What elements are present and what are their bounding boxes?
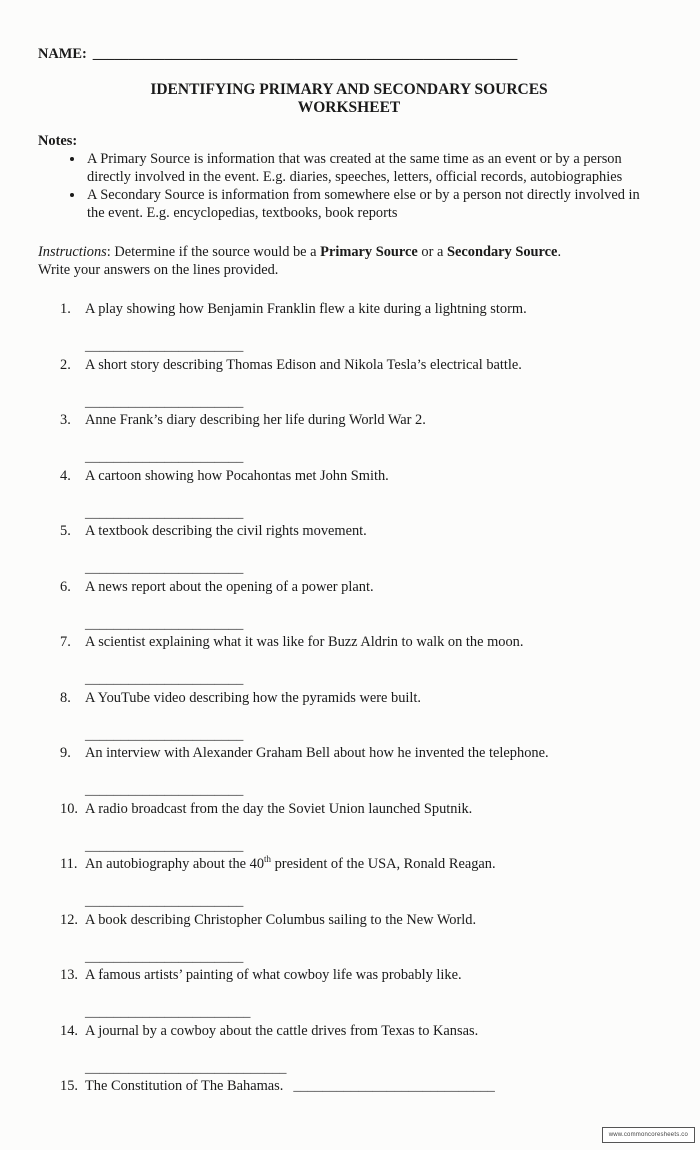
- question-number: 12.: [60, 911, 78, 928]
- answer-blank: ______________________: [85, 504, 244, 521]
- question-text: A short story describing Thomas Edison and Nikola Tesla’s electrical battle.: [85, 356, 522, 373]
- answer-blank: ____________________________: [85, 1059, 287, 1076]
- question-number: 4.: [60, 467, 71, 484]
- question-line: [60, 966, 660, 985]
- worksheet-title-line1: IDENTIFYING PRIMARY AND SECONDARY SOURCES: [150, 81, 548, 98]
- question-text: A scientist explaining what it was like for Buzz Aldrin to walk on the moon.: [85, 634, 524, 650]
- worksheet-title-line2: WORKSHEET: [297, 99, 401, 116]
- questions-list: [38, 300, 660, 1096]
- question-text: A play showing how Benjamin Franklin flew a kite during a lightning storm.: [85, 301, 527, 317]
- question-text: An autobiography about the 40th president of the USA, Ronald Reagan.: [85, 854, 496, 872]
- instructions-line2: Write your answers on the lines provided.: [38, 262, 279, 278]
- question-number: 11.: [60, 856, 78, 872]
- question-line: [60, 1077, 660, 1096]
- question-number: 8.: [60, 689, 71, 706]
- question-text: The Constitution of The Bahamas.: [85, 1078, 284, 1094]
- answer-blank: _______________________: [85, 1004, 251, 1020]
- footer-credit-box: [602, 1127, 695, 1143]
- question-item: [60, 689, 660, 745]
- notes-label: Notes:: [38, 133, 78, 149]
- question-item: [60, 467, 660, 523]
- question-line: [60, 411, 660, 430]
- question-item: [60, 800, 660, 856]
- answer-blank: ______________________: [85, 948, 244, 965]
- question-line: [60, 911, 660, 930]
- question-number: 5.: [60, 523, 71, 539]
- question-item: [60, 522, 660, 578]
- question-text: A journal by a cowboy about the cattle drives from Texas to Kansas.: [85, 1022, 479, 1039]
- answer-blank: ______________________: [85, 893, 244, 909]
- answer-blank: ____________________________: [293, 1078, 495, 1094]
- answer-blank: ______________________: [85, 338, 244, 354]
- question-line: [60, 855, 660, 874]
- question-number: 9.: [60, 745, 71, 761]
- instructions-label: Instructions: [38, 244, 107, 260]
- note-item-primary: • A Primary Source is information that was created at the same time as an event or by a person directly involved in the event. E.g. diaries, speeches, letters, official records, autobiographies: [85, 150, 660, 186]
- instructions: [38, 243, 638, 279]
- question-item: [60, 300, 660, 356]
- question-line: [60, 800, 660, 819]
- answer-blank: ______________________: [85, 671, 244, 687]
- question-number: 10.: [60, 800, 78, 817]
- answer-blank: ______________________: [85, 393, 244, 410]
- footer-site-text: www.commoncoresheets.co: [608, 1132, 688, 1138]
- question-text: A textbook describing the civil rights movement.: [85, 523, 367, 539]
- question-number: 15.: [60, 1078, 78, 1094]
- question-line: [60, 1022, 660, 1041]
- question-item: [60, 855, 660, 911]
- notes-list: [38, 150, 660, 222]
- question-number: 7.: [60, 634, 71, 650]
- question-item: [60, 744, 660, 800]
- answer-blank: ______________________: [85, 615, 244, 632]
- question-item: [60, 411, 660, 467]
- question-number: 3.: [60, 412, 71, 428]
- instructions-bold-secondary: Secondary Source: [446, 244, 558, 260]
- question-text: A cartoon showing how Pocahontas met John Smith.: [85, 467, 389, 484]
- question-text: A YouTube video describing how the pyramids were built.: [85, 689, 422, 706]
- answer-blank: ______________________: [85, 726, 244, 743]
- question-text: A famous artists’ painting of what cowboy life was probably like.: [85, 967, 462, 983]
- question-text: Anne Frank’s diary describing her life during World War 2.: [85, 412, 426, 428]
- question-item: [60, 578, 660, 634]
- answer-blank: ______________________: [85, 782, 244, 798]
- name-label: NAME:: [38, 46, 87, 62]
- name-row: [38, 46, 660, 65]
- answer-blank: ______________________: [85, 560, 244, 576]
- question-text: A news report about the opening of a power plant.: [85, 578, 374, 595]
- instructions-seg1: : Determine if the source would be a: [106, 244, 321, 260]
- question-item: [60, 911, 660, 967]
- question-line: [60, 300, 660, 319]
- question-item: [60, 1077, 660, 1096]
- question-text: An interview with Alexander Graham Bell about how he invented the telephone.: [85, 745, 549, 761]
- question-line: [60, 578, 660, 597]
- question-number: 1.: [60, 301, 71, 317]
- question-line: [60, 356, 660, 375]
- instructions-seg3: .: [557, 244, 562, 260]
- question-item: [60, 966, 660, 1022]
- question-number: 14.: [60, 1022, 78, 1039]
- question-number: 13.: [60, 967, 78, 983]
- question-line: [60, 633, 660, 652]
- answer-blank: ______________________: [85, 837, 244, 854]
- question-line: [60, 744, 660, 763]
- question-item: [60, 1022, 660, 1078]
- question-line: [60, 467, 660, 486]
- question-text: A book describing Christopher Columbus sailing to the New World.: [85, 911, 477, 928]
- question-text: A radio broadcast from the day the Soviet Union launched Sputnik.: [85, 800, 473, 817]
- name-blank-line: ___________________________________________________________: [92, 46, 518, 62]
- answer-blank: ______________________: [85, 449, 244, 465]
- question-line: [60, 689, 660, 708]
- instructions-seg2: or a: [417, 244, 447, 260]
- question-item: [60, 356, 660, 412]
- question-number: 6.: [60, 578, 71, 595]
- note-item-secondary: • A Secondary Source is information from somewhere else or by a person not directly involved in the event. E.g. encyclopedias, textbooks, book reports: [85, 186, 660, 222]
- question-item: [60, 633, 660, 689]
- question-line: [60, 522, 660, 541]
- instructions-bold-primary: Primary Source: [320, 244, 418, 260]
- worksheet-title: [38, 81, 660, 117]
- question-number: 2.: [60, 356, 71, 373]
